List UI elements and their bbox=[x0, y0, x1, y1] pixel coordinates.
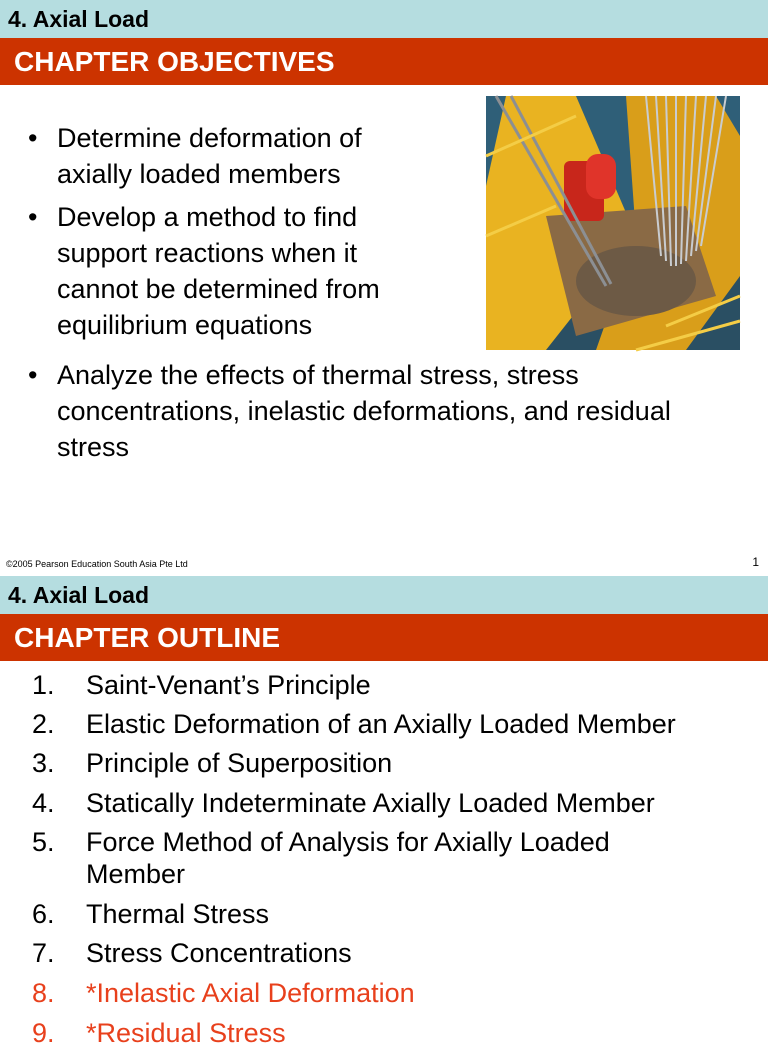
bullet-1-line-2: axially loaded members bbox=[57, 159, 341, 189]
offshore-drilling-rig-photo bbox=[486, 96, 740, 350]
outline-number: 9. bbox=[32, 1018, 55, 1048]
outline-number: 8. bbox=[32, 978, 55, 1008]
outline-number: 1. bbox=[32, 670, 55, 700]
slide-title: CHAPTER OUTLINE bbox=[14, 622, 280, 653]
outline-number: 5. bbox=[32, 827, 55, 857]
header-title: 4. Axial Load bbox=[8, 582, 150, 608]
bullet-2-line-4: equilibrium equations bbox=[57, 310, 313, 340]
outline-item-1: Saint-Venant’s Principle bbox=[86, 670, 371, 700]
header-title: 4. Axial Load bbox=[8, 6, 150, 32]
title-bar bbox=[0, 614, 768, 661]
header-bar bbox=[0, 576, 768, 614]
bullet-marker: • bbox=[28, 123, 38, 153]
header-bar bbox=[0, 0, 768, 38]
copyright-footer: ©2005 Pearson Education South Asia Pte Ltd bbox=[6, 559, 188, 569]
slide-chapter-outline bbox=[0, 576, 768, 1048]
outline-item-7: Stress Concentrations bbox=[86, 938, 352, 968]
outline-item-5-cont: Member bbox=[86, 859, 186, 889]
outline-number: 6. bbox=[32, 899, 55, 929]
outline-item-2: Elastic Deformation of an Axially Loaded Member bbox=[86, 709, 676, 739]
outline-item-8: *Inelastic Axial Deformation bbox=[86, 978, 415, 1008]
slide-title: CHAPTER OBJECTIVES bbox=[14, 46, 335, 77]
outline-number: 2. bbox=[32, 709, 55, 739]
outline-item-6: Thermal Stress bbox=[86, 899, 270, 929]
outline-item-5: Force Method of Analysis for Axially Loaded bbox=[86, 827, 610, 857]
outline-number: 4. bbox=[32, 788, 55, 818]
bullet-2-line-1: Develop a method to find bbox=[57, 202, 358, 232]
bullet-marker: • bbox=[28, 202, 38, 232]
bullet-3-line-1: Analyze the effects of thermal stress, stress bbox=[57, 360, 579, 390]
bullet-3-line-3: stress bbox=[57, 432, 130, 462]
bullet-2-line-2: support reactions when it bbox=[57, 238, 358, 268]
bullet-marker: • bbox=[28, 360, 38, 390]
outline-number: 7. bbox=[32, 938, 55, 968]
outline-item-9: *Residual Stress bbox=[86, 1018, 286, 1048]
page-number: 1 bbox=[752, 555, 759, 569]
outline-item-3: Principle of Superposition bbox=[86, 748, 393, 778]
bullet-3-line-2: concentrations, inelastic deformations, and residual bbox=[57, 396, 671, 426]
outline-item-4: Statically Indeterminate Axially Loaded Member bbox=[86, 788, 655, 818]
bullet-2-line-3: cannot be determined from bbox=[57, 274, 380, 304]
bullet-1-line-1: Determine deformation of bbox=[57, 123, 362, 153]
outline-number: 3. bbox=[32, 748, 55, 778]
title-bar bbox=[0, 38, 768, 85]
